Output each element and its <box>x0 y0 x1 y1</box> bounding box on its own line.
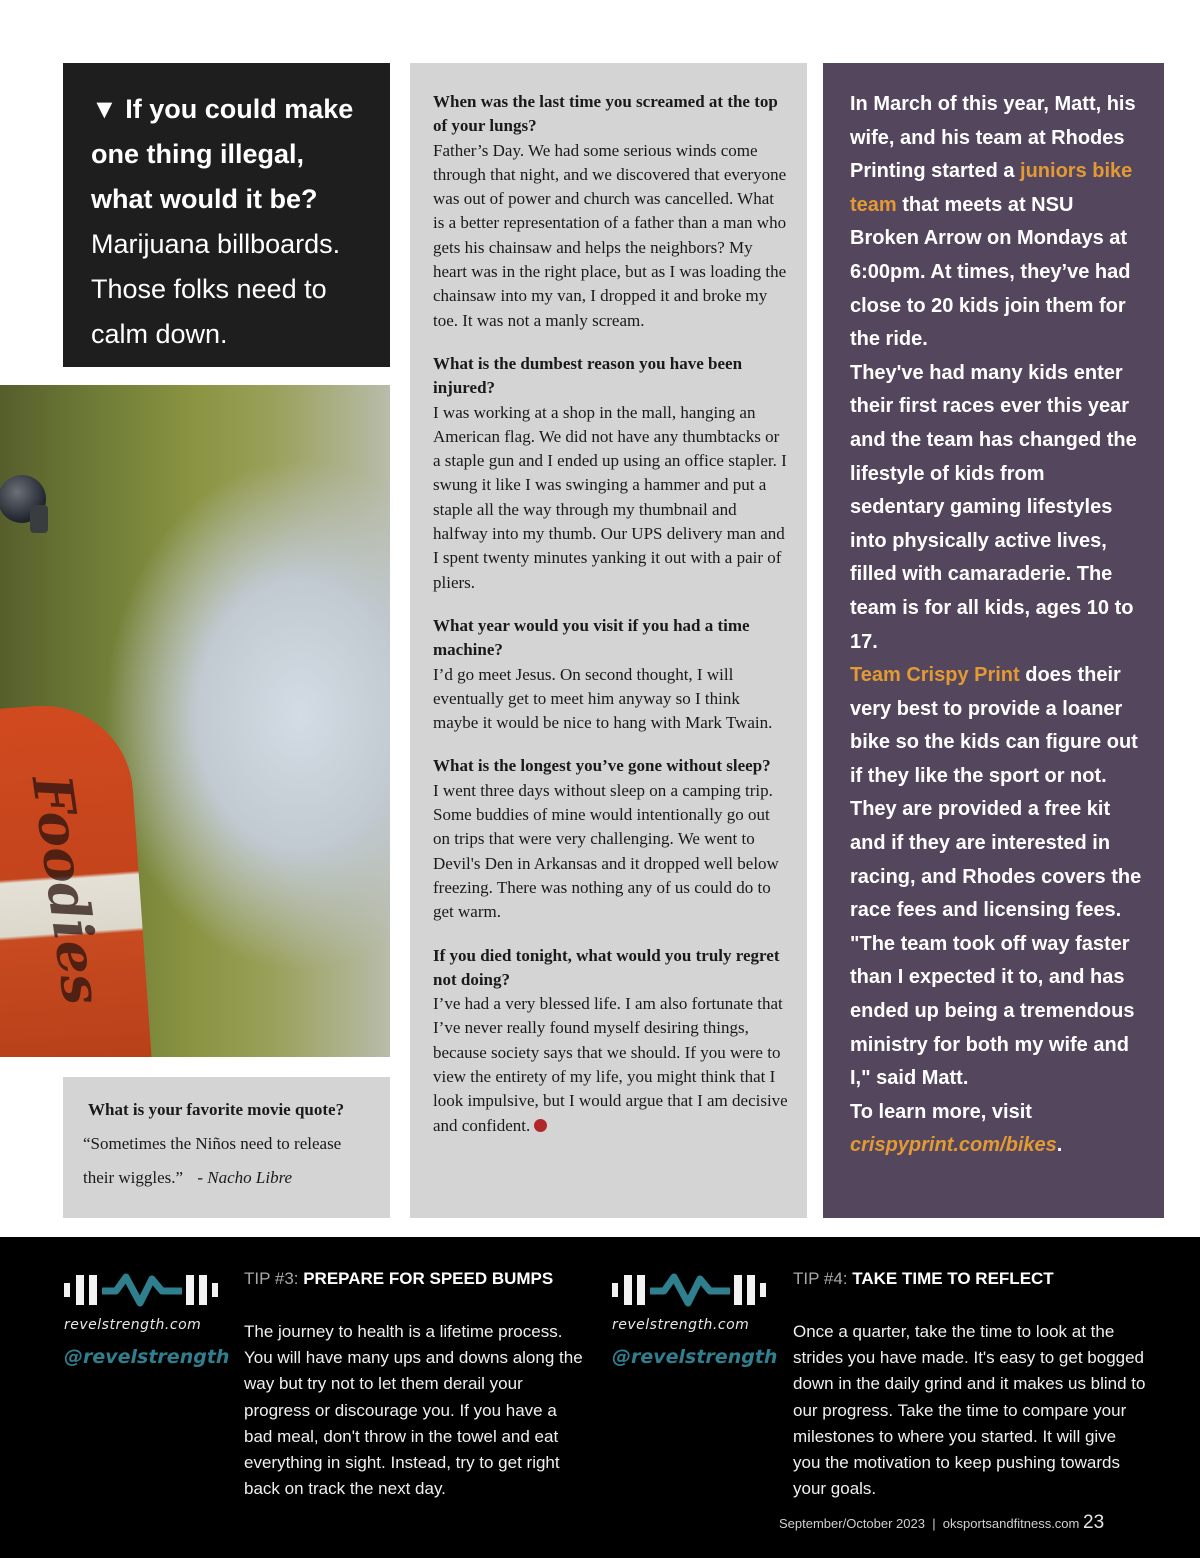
sidebar-paragraph: They've had many kids enter their first races ever this year and the team has changed the lifestyle of kids from sedentary gaming lifestyles into physically active lives, filled with camaraderie. The team is for all kids, ages 10 to 17. <box>850 361 1137 653</box>
sidebar-quote: "The team took off way faster than I expected it to, and has ended up being a tremendous ministry for both my wife and I," said Matt. <box>850 932 1135 1090</box>
movie-answer-line <box>83 1127 374 1195</box>
issue-info: September/October 2023 | oksportsandfitness.com <box>779 1516 1080 1531</box>
qa-item <box>433 352 789 595</box>
cyclist-photo <box>0 385 390 1057</box>
revel-handle[interactable]: @revelstrength <box>612 1346 778 1368</box>
tip4-body: Once a quarter, take the time to look at the strides you have made. It's easy to get bogged down in the daily grind and it makes us blind to our progress. Take the time to compare your milestones to where you started. It will give you the motivation to keep pushing towards your goals. <box>793 1322 1146 1499</box>
qa-answer: I went three days without sleep on a camping trip. Some buddies of mine would intentionally go out on trips that were very challenging. We went to Devil's Den in Arkansas and it dropped well below freezing. There was nothing any of us could do to get warm. <box>433 780 779 922</box>
juniors-bike-team-link[interactable]: juniors bike team <box>850 160 1133 216</box>
bike-team-sidebar <box>823 63 1164 1218</box>
tip3-body: The journey to health is a lifetime process. You will have many ups and downs along the way but try not to let them derail your progress or discourage you. If you have a bad meal, don't throw in the towel and eat everything in sight. Instead, try to get right back on track the next day. <box>244 1322 583 1499</box>
illegal-question-box <box>63 63 390 367</box>
sidebar-text: that meets at NSU Broken Arrow on Mondays at 6:00pm. At times, they’ve had close to 20 kids join them for the ride. <box>850 193 1131 351</box>
sidebar-paragraph <box>850 659 1144 928</box>
tips-footer <box>0 1237 1200 1558</box>
qa-question: If you died tonight, what would you truly regret not doing? <box>433 945 780 989</box>
revel-site[interactable]: revelstrength.com <box>612 1317 750 1333</box>
qa-answer: I’d go meet Jesus. On second thought, I will eventually get to meet him anyway so I think maybe it would be nice to hang with Mark Twain. <box>433 664 773 733</box>
tip3-number: TIP #3: <box>244 1269 304 1288</box>
sidebar-text: does their very best to provide a loaner bike so the kids can figure out if they like the sport or not. They are provided a free kit and if they are interested in racing, and Rhodes covers the race fees and licensing fees. <box>850 664 1142 922</box>
crispyprint-link[interactable]: crispyprint.com/bikes <box>850 1134 1057 1157</box>
revel-site[interactable]: revelstrength.com <box>64 1317 202 1333</box>
illegal-answer: Marijuana billboards. Those folks need to calm down. <box>91 229 341 349</box>
sidebar-paragraph <box>850 88 1144 357</box>
revel-logo-icon <box>612 1271 777 1311</box>
sidebar-text: To learn more, visit <box>850 1100 1032 1123</box>
interview-column <box>410 63 807 1218</box>
qa-answer: I’ve had a very blessed life. I am also fortunate that I’ve never really found myself desiring things, because society says that we should. If you were to view the entirety of my life, you might think that I look impulsive, but I would argue that I am decisive and confident. <box>433 994 788 1135</box>
page-footer <box>779 1512 1104 1534</box>
qa-question: When was the last time you screamed at the top of your lungs? <box>433 92 778 136</box>
tip4-number: TIP #4: <box>793 1269 853 1288</box>
tip3-heading <box>244 1269 553 1289</box>
qa-question: What is the longest you’ve gone without sleep? <box>433 756 771 776</box>
end-mark-icon <box>534 1119 547 1132</box>
sidebar-text: In March of this year, Matt, his wife, and his team at Rhodes Printing started a <box>850 93 1136 183</box>
illegal-question: ▼ If you could make one thing illegal, what would it be? <box>91 94 354 214</box>
qa-answer-wrap <box>433 992 789 1138</box>
jersey-lettering: Foodies <box>19 771 116 1009</box>
tip4-heading <box>793 1269 1054 1289</box>
tip3-title: PREPARE FOR SPEED BUMPS <box>303 1269 554 1288</box>
revel-handle[interactable]: @revelstrength <box>64 1346 230 1368</box>
qa-item <box>433 614 789 735</box>
page-number: 23 <box>1083 1512 1105 1533</box>
movie-quote-box <box>63 1077 390 1218</box>
mirror-post <box>30 505 48 533</box>
movie-question: What is your favorite movie quote? <box>88 1100 345 1119</box>
qa-item <box>433 754 789 924</box>
qa-item <box>433 944 789 1138</box>
sidebar-text: . <box>1056 1134 1063 1157</box>
qa-answer: Father’s Day. We had some serious winds come through that night, and we discovered that everyone was out of power and church was cancelled. What is a better representation of a father than a man who gets his chainsaw and helps the neighbors? My heart was in the right place, but as I was loading the chainsaw into my van, I dropped it and broke my toe. It was not a manly scream. <box>433 140 787 330</box>
movie-answer: “Sometimes the Niños need to release their wiggles.” <box>83 1134 342 1187</box>
qa-item <box>433 90 789 333</box>
movie-attribution: - Nacho Libre <box>197 1168 293 1187</box>
sidebar-paragraph <box>850 1096 1144 1163</box>
tip4-title: TAKE TIME TO REFLECT <box>852 1269 1054 1288</box>
qa-question: What is the dumbest reason you have been injured? <box>433 353 743 398</box>
revel-logo-icon <box>64 1271 229 1311</box>
team-crispy-print-link[interactable]: Team Crispy Print <box>850 664 1020 687</box>
qa-answer: I was working at a shop in the mall, hanging an American flag. We did not have any thumbtacks or a staple gun and I ended up using an office stapler. I swung it like I was swinging a hammer and put a staple all the way through my thumbnail and halfway into my thumb. Our UPS delivery man and I spent twenty minutes yanking it out with a pair of pliers. <box>433 402 787 592</box>
qa-question: What year would you visit if you had a time machine? <box>433 615 750 660</box>
